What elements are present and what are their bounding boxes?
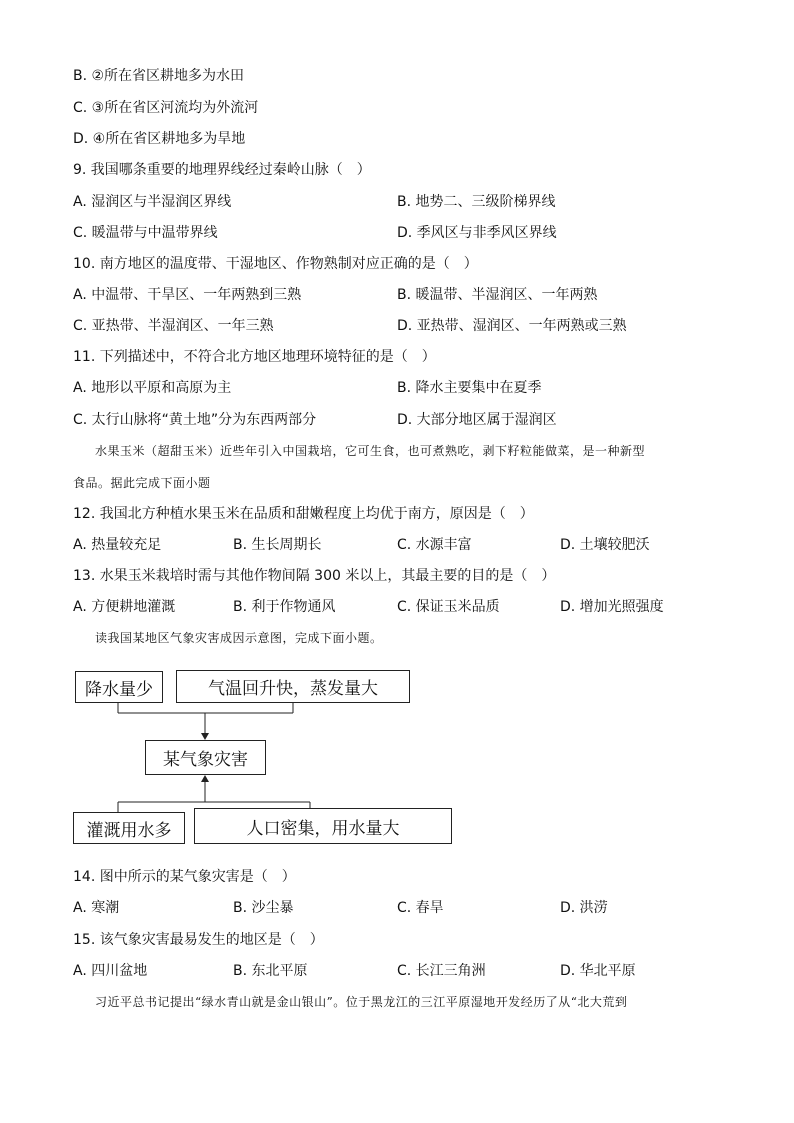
q10-option-d: D. 亚热带、湿润区、一年两熟或三熟 <box>397 318 627 334</box>
diagram-box-high-evaporation: 气温回升快，蒸发量大 <box>176 670 410 703</box>
q9-option-a: A. 湿润区与半湿润区界线 <box>73 194 232 210</box>
q9-option-b: B. 地势二、三级阶梯界线 <box>397 194 556 210</box>
q9-stem: 9. 我国哪条重要的地理界线经过秦岭山脉（ ） <box>73 162 371 178</box>
diagram-box-dense-population: 人口密集，用水量大 <box>194 808 452 844</box>
q11-option-b: B. 降水主要集中在夏季 <box>397 380 542 396</box>
q9-option-c: C. 暖温带与中温带界线 <box>73 225 218 241</box>
q10-option-a: A. 中温带、干旱区、一年两熟到三熟 <box>73 287 302 303</box>
q14-option-c: C. 春旱 <box>397 900 444 916</box>
q11-stem: 11. 下列描述中，不符合北方地区地理环境特征的是（ ） <box>73 349 436 365</box>
passage-diagram-intro: 读我国某地区气象灾害成因示意图，完成下面小题。 <box>95 631 383 645</box>
q14-option-a: A. 寒潮 <box>73 900 120 916</box>
q9-option-d: D. 季风区与非季风区界线 <box>397 225 557 241</box>
q12-stem: 12. 我国北方种植水果玉米在品质和甜嫩程度上均优于南方，原因是（ ） <box>73 506 534 522</box>
q15-stem: 15. 该气象灾害最易发生的地区是（ ） <box>73 932 324 948</box>
q13-option-b: B. 利于作物通风 <box>233 599 336 615</box>
q14-option-d: D. 洪涝 <box>560 900 608 916</box>
q13-option-c: C. 保证玉米品质 <box>397 599 500 615</box>
q15-option-b: B. 东北平原 <box>233 963 308 979</box>
q11-option-a: A. 地形以平原和高原为主 <box>73 380 232 396</box>
diagram-box-low-precipitation: 降水量少 <box>75 671 163 703</box>
q12-option-c: C. 水源丰富 <box>397 537 472 553</box>
q15-option-a: A. 四川盆地 <box>73 963 148 979</box>
q12-option-d: D. 土壤较肥沃 <box>560 537 650 553</box>
q11-option-d: D. 大部分地区属于湿润区 <box>397 412 557 428</box>
q8-option-b: B. ②所在省区耕地多为水田 <box>73 68 245 84</box>
q15-option-d: D. 华北平原 <box>560 963 636 979</box>
arrow-up-icon <box>201 775 209 782</box>
q12-option-a: A. 热量较充足 <box>73 537 162 553</box>
q13-option-d: D. 增加光照强度 <box>560 599 664 615</box>
q8-option-c: C. ③所在省区河流均为外流河 <box>73 100 259 116</box>
diagram-box-weather-disaster: 某气象灾害 <box>145 740 266 775</box>
q14-option-b: B. 沙尘暴 <box>233 900 294 916</box>
q14-stem: 14. 图中所示的某气象灾害是（ ） <box>73 869 296 885</box>
q12-option-b: B. 生长周期长 <box>233 537 322 553</box>
passage-corn-line2: 食品。据此完成下面小题 <box>73 476 211 490</box>
q10-option-b: B. 暖温带、半湿润区、一年两熟 <box>397 287 598 303</box>
q8-option-d: D. ④所在省区耕地多为旱地 <box>73 131 246 147</box>
diagram-box-irrigation: 灌溉用水多 <box>73 812 185 844</box>
arrow-down-icon <box>201 733 209 740</box>
q15-option-c: C. 长江三角洲 <box>397 963 486 979</box>
q13-stem: 13. 水果玉米栽培时需与其他作物间隔 300 米以上，其最主要的目的是（ ） <box>73 568 556 584</box>
passage-corn-line1: 水果玉米（超甜玉米）近些年引入中国栽培，它可生食，也可煮熟吃，剥下籽粒能做菜，是一种新型 <box>95 444 646 458</box>
passage-wetland: 习近平总书记提出“绿水青山就是金山银山”。位于黑龙江的三江平原湿地开发经历了从“北大荒到 <box>95 995 628 1009</box>
q10-option-c: C. 亚热带、半湿润区、一年三熟 <box>73 318 274 334</box>
q13-option-a: A. 方便耕地灌溉 <box>73 599 176 615</box>
q11-option-c: C. 太行山脉将“黄土地”分为东西两部分 <box>73 412 317 428</box>
q10-stem: 10. 南方地区的温度带、干湿地区、作物熟制对应正确的是（ ） <box>73 256 478 272</box>
